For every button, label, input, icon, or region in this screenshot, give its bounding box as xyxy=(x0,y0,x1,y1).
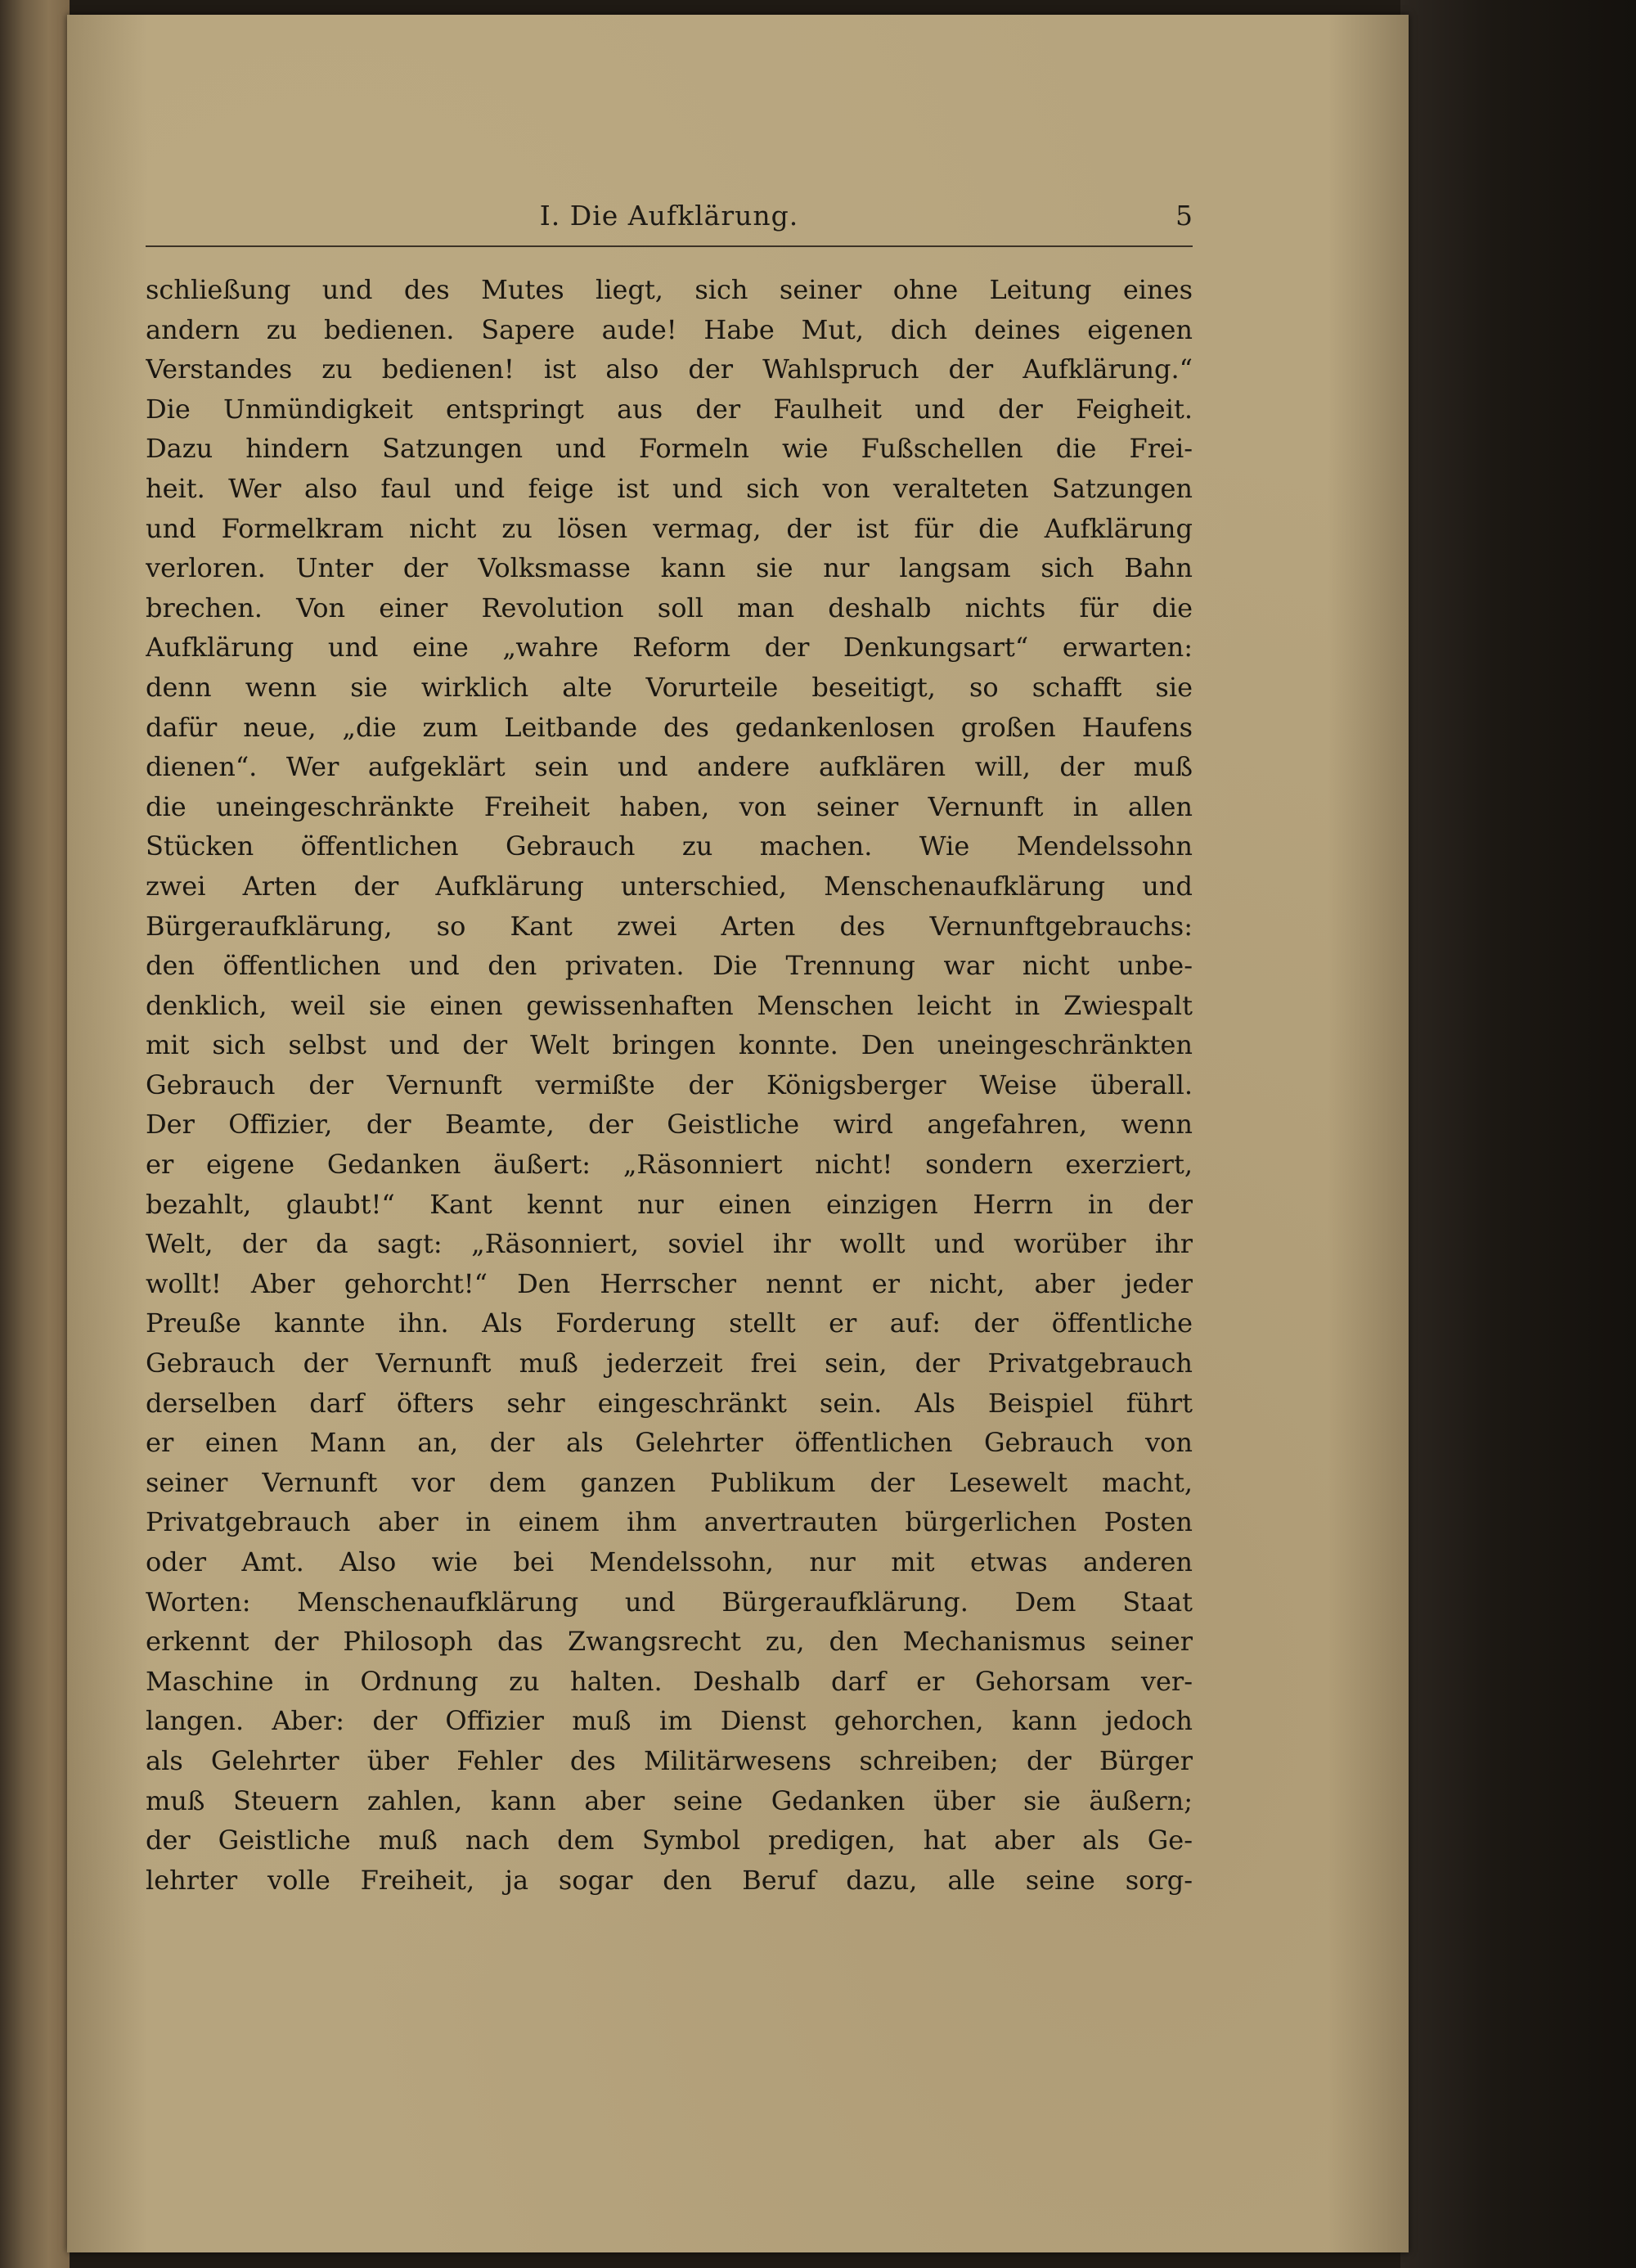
text-line: Verstandes zu bedienen! ist also der Wahlspruch der Aufklärung.“ xyxy=(146,353,1193,385)
text-line: der Geistliche muß nach dem Symbol predigen, hat aber als Ge- xyxy=(146,1825,1193,1856)
text-line: muß Steuern zahlen, kann aber seine Gedanken über sie äußern; xyxy=(146,1784,1193,1816)
text-line: die uneingeschränkte Freiheit haben, von seiner Vernunft in allen xyxy=(146,790,1193,822)
text-line: andern zu bedienen. Sapere aude! Habe Mut, dich deines eigenen xyxy=(146,313,1193,345)
text-line: heit. Wer also faul und feige ist und sich von veralteten Satzungen xyxy=(146,472,1193,504)
text-line: Dazu hindern Satzungen und Formeln wie Fußschellen die Frei- xyxy=(146,433,1193,465)
text-line: verloren. Unter der Volksmasse kann sie nur langsam sich Bahn xyxy=(146,552,1193,584)
text-line: Die Unmündigkeit entspringt aus der Faulheit und der Feigheit. xyxy=(146,393,1193,425)
text-line: lehrter volle Freiheit, ja sogar den Beruf dazu, alle seine sorg- xyxy=(146,1864,1193,1896)
text-line: Gebrauch der Vernunft vermißte der Königsberger Weise überall. xyxy=(146,1069,1193,1100)
text-line: Preuße kannte ihn. Als Forderung stellt er auf: der öffentliche xyxy=(146,1307,1193,1339)
text-line: schließung und des Mutes liegt, sich seiner ohne Leitung eines xyxy=(146,274,1193,305)
body-text xyxy=(146,270,1193,1900)
page-number: 5 xyxy=(1175,200,1193,232)
text-line: derselben darf öfters sehr eingeschränkt sein. Als Beispiel führt xyxy=(146,1387,1193,1419)
text-line: wollt! Aber gehorcht!“ Den Herrscher nennt er nicht, aber jeder xyxy=(146,1267,1193,1299)
text-line: Aufklärung und eine „wahre Reform der Denkungsart“ erwarten: xyxy=(146,632,1193,664)
text-line: den öffentlichen und den privaten. Die Trennung war nicht unbe- xyxy=(146,950,1193,982)
text-line: als Gelehrter über Fehler des Militärwesens schreiben; der Bürger xyxy=(146,1744,1193,1776)
text-line: brechen. Von einer Revolution soll man deshalb nichts für die xyxy=(146,592,1193,623)
text-line: denklich, weil sie einen gewissenhaften Menschen leicht in Zwiespalt xyxy=(146,989,1193,1021)
text-line: er eigene Gedanken äußert: „Räsonniert nicht! sondern exerziert, xyxy=(146,1149,1193,1181)
text-line: Maschine in Ordnung zu halten. Deshalb darf er Gehorsam ver- xyxy=(146,1665,1193,1697)
chapter-title: I. Die Aufklärung. xyxy=(539,200,799,232)
text-line: Gebrauch der Vernunft muß jederzeit frei sein, der Privatgebrauch xyxy=(146,1348,1193,1379)
text-line: und Formelkram nicht zu lösen vermag, der ist für die Aufklärung xyxy=(146,512,1193,544)
text-line: dafür neue, „die zum Leitbande des gedankenlosen großen Haufens xyxy=(146,711,1193,743)
text-line: Bürgeraufklärung, so Kant zwei Arten des Vernunftgebrauchs: xyxy=(146,910,1193,942)
text-line: Worten: Menschenaufklärung und Bürgeraufklärung. Dem Staat xyxy=(146,1586,1193,1618)
text-line: seiner Vernunft vor dem ganzen Publikum der Lesewelt macht, xyxy=(146,1466,1193,1498)
text-line: Privatgebrauch aber in einem ihm anvertrauten bürgerlichen Posten xyxy=(146,1506,1193,1538)
text-line: erkennt der Philosoph das Zwangsrecht zu, den Mechanismus seiner xyxy=(146,1626,1193,1658)
page-sheet xyxy=(67,15,1409,2252)
text-line: er einen Mann an, der als Gelehrter öffentlichen Gebrauch von xyxy=(146,1427,1193,1459)
running-header xyxy=(146,200,1193,241)
text-line: oder Amt. Also wie bei Mendelssohn, nur mit etwas anderen xyxy=(146,1546,1193,1577)
text-line: bezahlt, glaubt!“ Kant kennt nur einen einzigen Herrn in der xyxy=(146,1188,1193,1220)
text-line: mit sich selbst und der Welt bringen konnte. Den uneingeschränkten xyxy=(146,1029,1193,1061)
header-rule xyxy=(146,245,1193,247)
text-line: Stücken öffentlichen Gebrauch zu machen. Wie Mendelssohn xyxy=(146,830,1193,862)
text-line: Welt, der da sagt: „Räsonniert, soviel ihr wollt und worüber ihr xyxy=(146,1228,1193,1260)
text-line: Der Offizier, der Beamte, der Geistliche wird angefahren, wenn xyxy=(146,1109,1193,1141)
book-binding-edge xyxy=(0,0,70,2268)
book-cover-edge xyxy=(1400,0,1636,2268)
text-line: denn wenn sie wirklich alte Vorurteile beseitigt, so schafft sie xyxy=(146,671,1193,703)
text-line: zwei Arten der Aufklärung unterschied, Menschenaufklärung und xyxy=(146,870,1193,902)
text-line: langen. Aber: der Offizier muß im Dienst gehorchen, kann jedoch xyxy=(146,1705,1193,1737)
text-line: dienen“. Wer aufgeklärt sein und andere aufklären will, der muß xyxy=(146,751,1193,783)
